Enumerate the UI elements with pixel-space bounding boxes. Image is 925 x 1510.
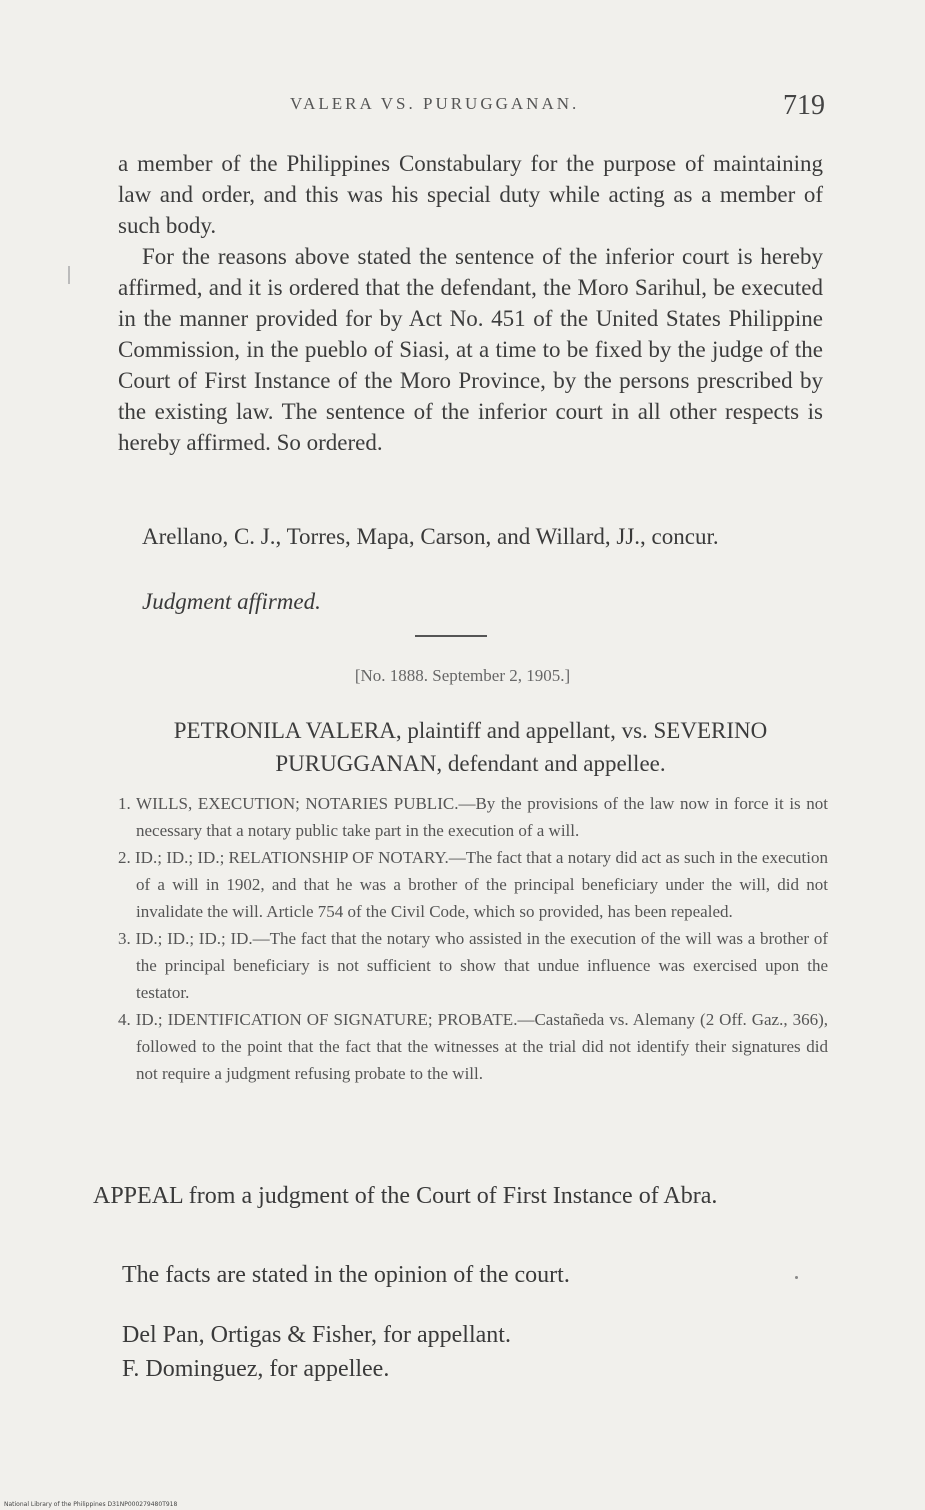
scan-footer: National Library of the Philippines D31NP000279480T918 xyxy=(4,1501,178,1508)
section-divider xyxy=(415,635,487,637)
stray-mark xyxy=(795,1276,798,1279)
judgment-line: Judgment affirmed. xyxy=(142,589,321,614)
case-parties xyxy=(118,714,823,780)
syllabus xyxy=(118,790,828,1087)
appeal-statement xyxy=(93,1180,833,1213)
paragraph-text: For the reasons above stated the sentence of the inferior court is hereby affirmed, and it is ordered that the defendant, the Moro Sarihul, be executed in the manner provided for by Act No. 451 of the United States Philippine Commission, in the pueblo of Siasi, at a time to be fixed by the judge of the Court of First Instance of the Moro Province, by the persons prescribed by the existing law. The sentence of the inferior court in all other respects is hereby affirmed. So ordered. xyxy=(118,244,823,455)
syllabus-item: 4. ID.; IDENTIFICATION OF SIGNATURE; PROBATE.—Castañeda vs. Alemany (2 Off. Gaz., 366), followed to the point that the fact that the witnesses at the trial did not identify their signatures did not require a judgment refusing probate to the will. xyxy=(118,1010,828,1083)
running-title: VALERA VS. PURUGGANAN. xyxy=(290,94,580,113)
opinion-paragraph-1 xyxy=(118,148,823,241)
parties-line-1: PETRONILA VALERA, plaintiff and appellant, vs. SEVERINO xyxy=(173,718,768,743)
parties-line-2: PURUGGANAN, defendant and appellee. xyxy=(275,751,666,776)
syllabus-item: 1. WILLS, EXECUTION; NOTARIES PUBLIC.—By the provisions of the law now in force it is not necessary that a notary public take part in the execution of a will. xyxy=(118,794,828,840)
running-head xyxy=(120,90,825,126)
page-number: 719 xyxy=(783,90,825,121)
opinion-paragraph-2 xyxy=(118,241,823,458)
facts-statement: The facts are stated in the opinion of the court. xyxy=(122,1262,570,1288)
counsel-appellant: Del Pan, Ortigas & Fisher, for appellant. xyxy=(122,1322,511,1348)
syllabus-item: 3. ID.; ID.; ID.; ID.—The fact that the notary who assisted in the execution of the will was a brother of the principal beneficiary is not sufficient to show that undue influence was exercised upon the testator. xyxy=(118,929,828,1002)
counsel-appellee: F. Dominguez, for appellee. xyxy=(122,1356,390,1382)
appeal-text: APPEAL from a judgment of the Court of First Instance of Abra. xyxy=(93,1183,718,1209)
margin-mark xyxy=(68,266,70,284)
syllabus-item: 2. ID.; ID.; ID.; RELATIONSHIP OF NOTARY.—The fact that a notary did act as such in the execution of a will in 1902, and that he was a brother of the principal beneficiary under the will, did not invalidate the will. Article 754 of the Civil Code, which so provided, has been repealed. xyxy=(118,848,828,921)
case-number-date: [No. 1888. September 2, 1905.] xyxy=(354,666,571,685)
paragraph-text: a member of the Philippines Constabulary for the purpose of maintaining law and order, and this was his special duty while acting as a member of such body. xyxy=(118,151,823,238)
counsel xyxy=(122,1318,511,1386)
concurring-justices: Arellano, C. J., Torres, Mapa, Carson, and Willard, JJ., concur. xyxy=(142,524,719,549)
